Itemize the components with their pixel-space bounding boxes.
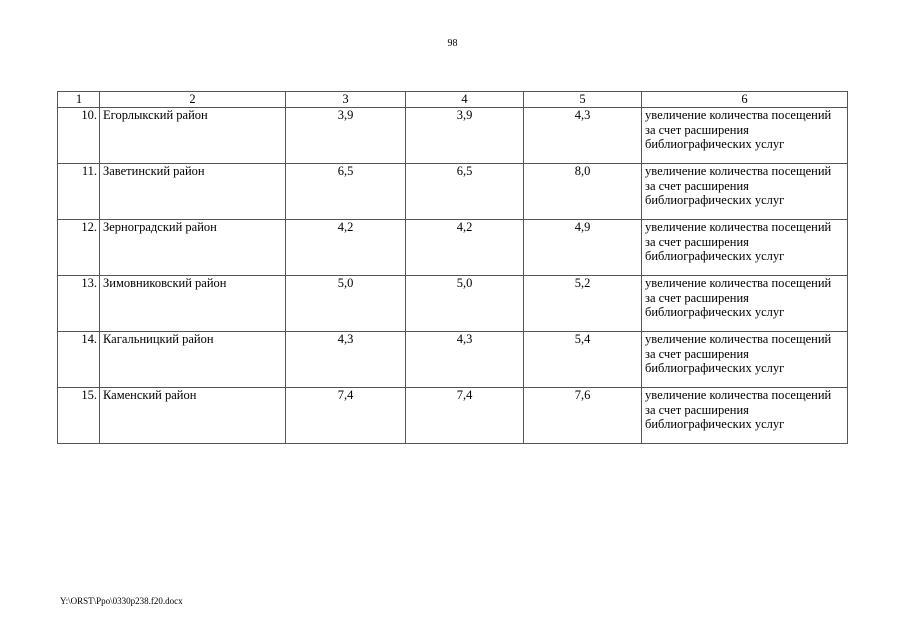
header-cell-4: 4: [406, 92, 524, 108]
table-row: [58, 276, 848, 332]
note-text: увеличение количества посещений за счет расширения библиографических услуг: [642, 164, 848, 220]
value-col-3: 4,3: [286, 332, 406, 388]
value-col-3: 6,5: [286, 164, 406, 220]
page-number: 98: [447, 38, 458, 49]
header-cell-6: 6: [642, 92, 848, 108]
row-number: 14.: [58, 332, 100, 388]
value-col-3: 3,9: [286, 108, 406, 164]
value-col-4: 3,9: [406, 108, 524, 164]
value-col-4: 4,2: [406, 220, 524, 276]
row-number: 12.: [58, 220, 100, 276]
value-col-3: 5,0: [286, 276, 406, 332]
district-name: Зимовниковский район: [100, 276, 286, 332]
row-number: 13.: [58, 276, 100, 332]
table-row: [58, 388, 848, 444]
table-row: [58, 164, 848, 220]
value-col-5: 4,3: [524, 108, 642, 164]
value-col-5: 5,2: [524, 276, 642, 332]
data-table: [57, 91, 848, 444]
header-cell-5: 5: [524, 92, 642, 108]
value-col-4: 7,4: [406, 388, 524, 444]
district-name: Заветинский район: [100, 164, 286, 220]
table-row: [58, 108, 848, 164]
district-name: Кагальницкий район: [100, 332, 286, 388]
note-text: увеличение количества посещений за счет расширения библиографических услуг: [642, 108, 848, 164]
value-col-5: 8,0: [524, 164, 642, 220]
value-col-3: 4,2: [286, 220, 406, 276]
row-number: 11.: [58, 164, 100, 220]
row-number: 15.: [58, 388, 100, 444]
header-cell-2: 2: [100, 92, 286, 108]
row-number: 10.: [58, 108, 100, 164]
district-name: Каменский район: [100, 388, 286, 444]
district-name: Егорлыкский район: [100, 108, 286, 164]
value-col-3: 7,4: [286, 388, 406, 444]
table-row: [58, 332, 848, 388]
value-col-4: 4,3: [406, 332, 524, 388]
value-col-4: 5,0: [406, 276, 524, 332]
note-text: увеличение количества посещений за счет расширения библиографических услуг: [642, 276, 848, 332]
header-row: [58, 92, 848, 108]
header-cell-1: 1: [58, 92, 100, 108]
district-name: Зерноградский район: [100, 220, 286, 276]
table-row: [58, 220, 848, 276]
value-col-5: 5,4: [524, 332, 642, 388]
value-col-5: 7,6: [524, 388, 642, 444]
note-text: увеличение количества посещений за счет расширения библиографических услуг: [642, 388, 848, 444]
note-text: увеличение количества посещений за счет расширения библиографических услуг: [642, 220, 848, 276]
value-col-4: 6,5: [406, 164, 524, 220]
file-path-footer: Y:\ORST\Ppo\0330p238.f20.docx: [60, 596, 183, 606]
header-cell-3: 3: [286, 92, 406, 108]
note-text: увеличение количества посещений за счет расширения библиографических услуг: [642, 332, 848, 388]
value-col-5: 4,9: [524, 220, 642, 276]
